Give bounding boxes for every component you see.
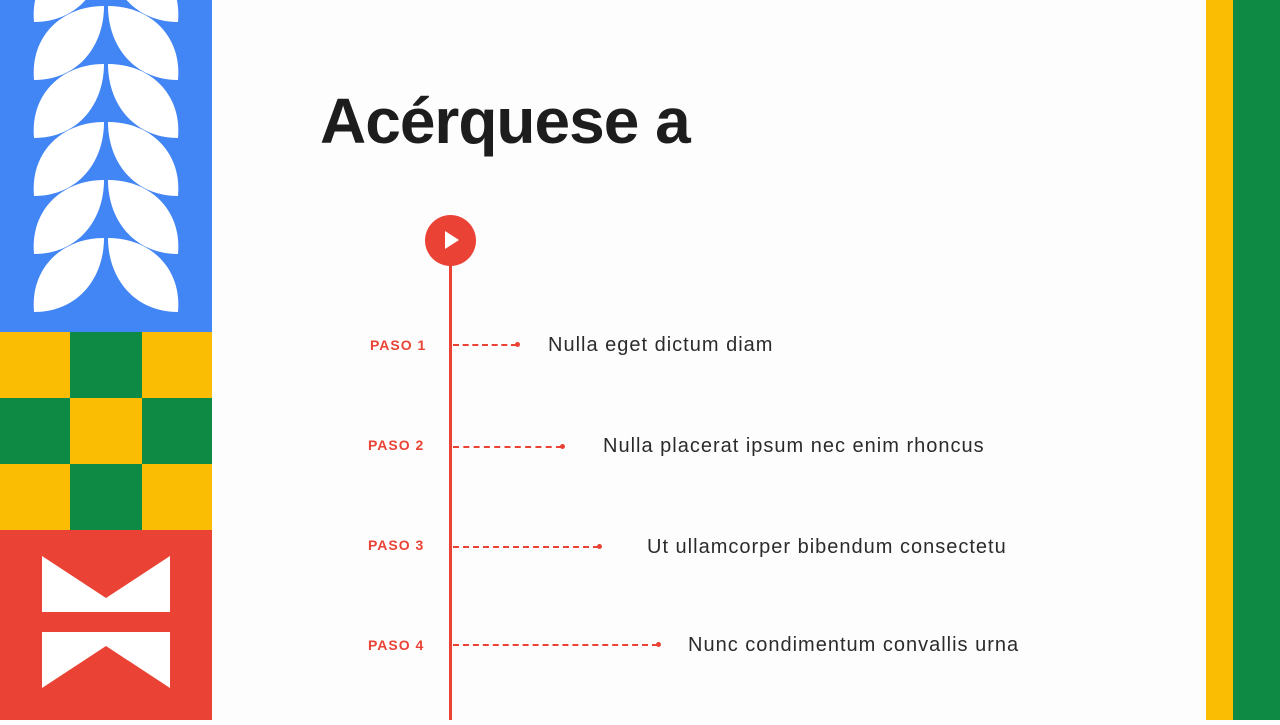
- step-connector: [453, 344, 517, 346]
- bowtie-pattern-block: [0, 530, 212, 720]
- step-text: Ut ullamcorper bibendum consectetu: [647, 536, 1007, 558]
- connector-dot: [515, 342, 520, 347]
- leaf-pattern-icon: [0, 0, 212, 332]
- slide-title: Acérquese a: [320, 85, 690, 157]
- step-text: Nulla eget dictum diam: [548, 334, 774, 356]
- bowtie-pattern-icon: [0, 530, 212, 720]
- connector-dot: [560, 444, 565, 449]
- step-connector: [453, 546, 599, 548]
- step-label: PASO 1: [370, 337, 427, 353]
- step-connector: [453, 446, 562, 448]
- step-connector: [453, 644, 658, 646]
- checkerboard-pattern-block: [0, 332, 212, 530]
- step-label: PASO 4: [368, 637, 425, 653]
- yellow-stripe: [1206, 0, 1233, 720]
- play-icon: [445, 231, 459, 249]
- connector-dot: [597, 544, 602, 549]
- step-text: Nunc condimentum convallis urna: [688, 634, 1020, 656]
- timeline-line: [449, 262, 452, 720]
- step-label: PASO 2: [368, 437, 425, 453]
- connector-dot: [656, 642, 661, 647]
- leaf-pattern-block: [0, 0, 212, 332]
- left-decorative-panel: [0, 0, 212, 720]
- step-text: Nulla placerat ipsum nec enim rhoncus: [603, 435, 985, 457]
- green-stripe: [1233, 0, 1280, 720]
- play-button[interactable]: [425, 215, 476, 266]
- checkerboard-pattern-icon: [0, 332, 212, 530]
- step-label: PASO 3: [368, 537, 425, 553]
